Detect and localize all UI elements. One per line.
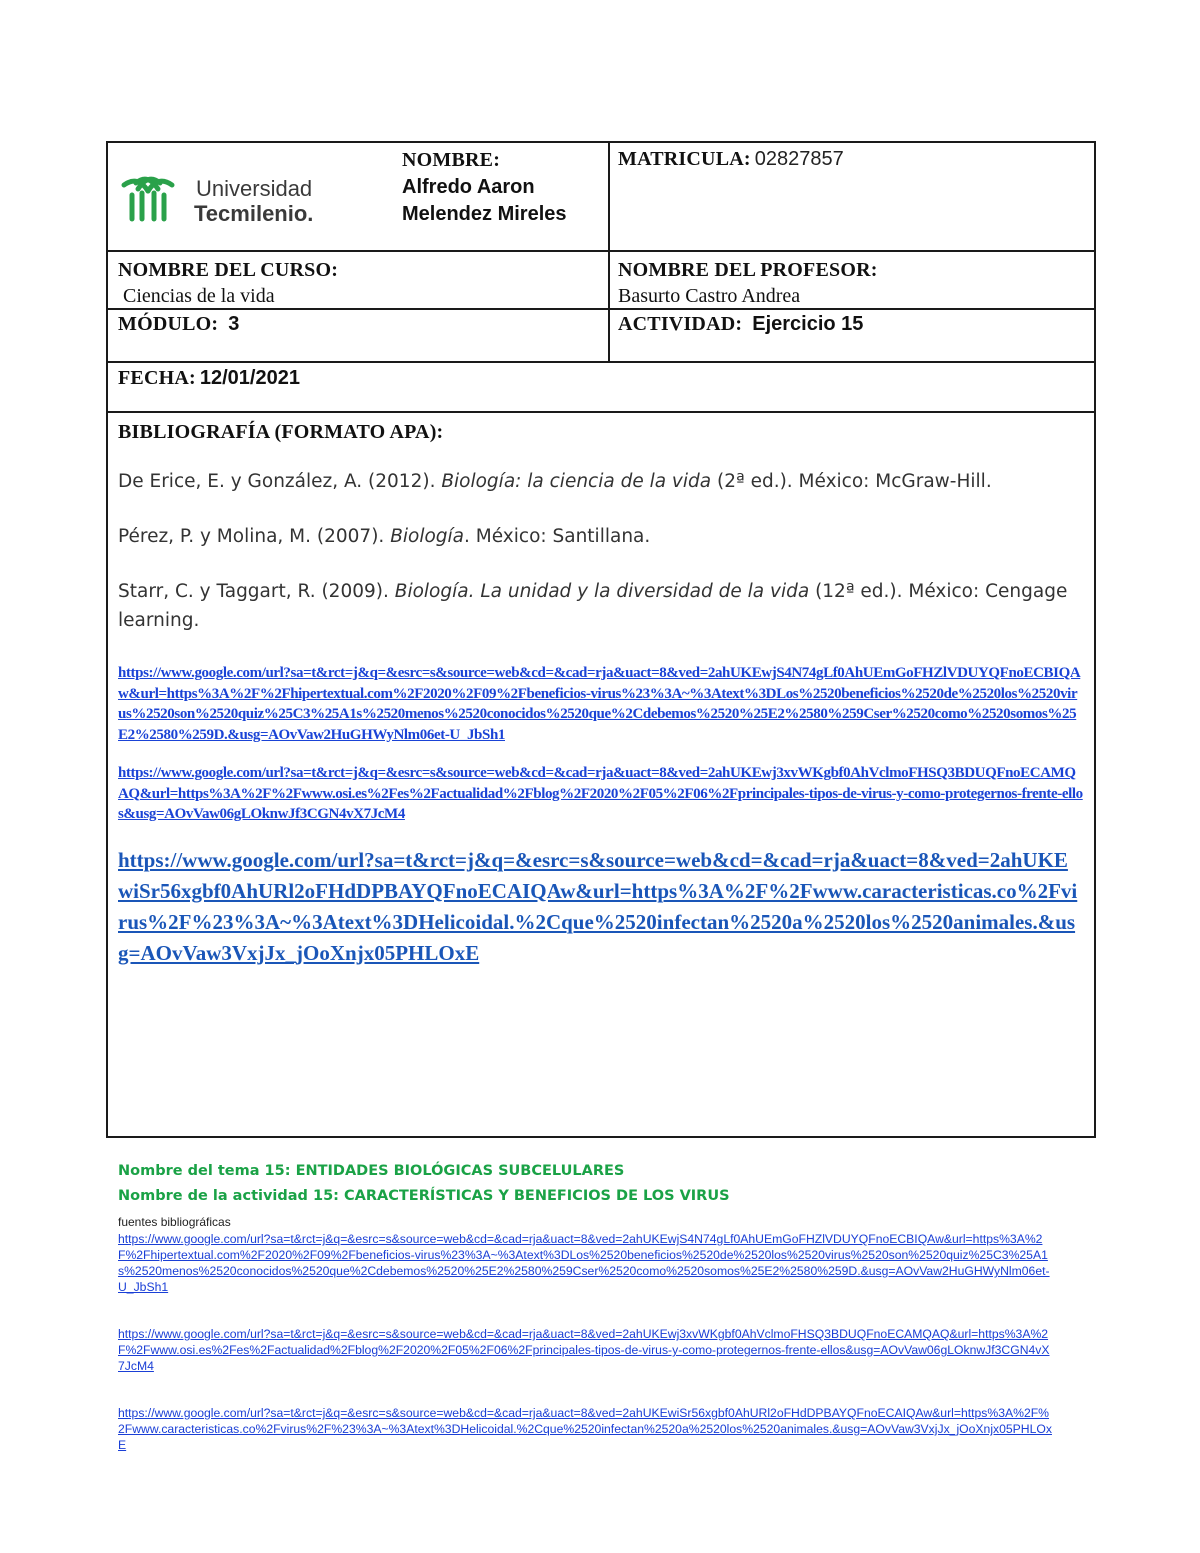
modulo-cell <box>118 311 239 339</box>
footer-link-caracteristicas[interactable]: https://www.google.com/url?sa=t&rct=j&q=&esrc=s&source=web&cd=&cad=rja&uact=8&ved=2ahUKEwiSr56xgbf0AhURl2oFHdDPBAYQFnoECAIQAw&url=https%3A%2F%2Fwww.caracteristicas.co%2Fvirus%2F%23%3A~%3Atext%3DHelicoidal.%2Cque%2520infectan%2520a%2520los%2520animales.&usg=AOvVaw3VxjJx_jOoXnjx05PHLOxE <box>118 1406 1052 1452</box>
logo-text-tecmilenio: Tecmilenio. <box>194 201 314 226</box>
modulo-value: 3 <box>228 313 240 335</box>
footer-link-osi[interactable]: https://www.google.com/url?sa=t&rct=j&q=&esrc=s&source=web&cd=&cad=rja&uact=8&ved=2ahUKEwj3xvWKgbf0AhVclmoFHSQ3BDUQFnoECAMQAQ&url=https%3A%2F%2Fwww.osi.es%2Fes%2Factualidad%2Fblog%2F2020%2F05%2F06%2Fprincipales-tipos-de-virus-y-como-protegernos-frente-ellos&usg=AOvVaw06gLOknwJf3CGN4vX7JcM4 <box>118 1327 1050 1373</box>
student-info-table <box>106 141 1096 1138</box>
row-divider <box>108 250 1094 252</box>
footer-link-hipertextual[interactable]: https://www.google.com/url?sa=t&rct=j&q=&esrc=s&source=web&cd=&cad=rja&uact=8&ved=2ahUKEwjS4N74gLf0AhUEmGoFHZlVDUYQFnoECBIQAw&url=https%3A%2F%2Fhipertextual.com%2F2020%2F09%2Fbeneficios-virus%23%3A~%3Atext%3DLos%2520beneficios%2520de%2520los%2520virus%2520son%2520quiz%25C3%25A1s%2520menos%2520conocidos%2520que%2Cdebemos%2520%25E2%2580%259Cser%2520como%2520somos%25E2%2580%259D.&usg=AOvVaw2HuGHWyNlm06et-U_JbSh1 <box>118 1232 1050 1294</box>
fecha-label: FECHA: <box>118 367 196 389</box>
header-left-cell <box>108 143 608 250</box>
matricula-label: MATRICULA: <box>618 148 751 170</box>
bibliography-link-osi[interactable]: https://www.google.com/url?sa=t&rct=j&q=&esrc=s&source=web&cd=&cad=rja&uact=8&ved=2ahUKEwj3xvWKgbf0AhVclmoFHSQ3BDUQFnoECAMQAQ&url=https%3A%2F%2Fwww.osi.es%2Fes%2Factualidad%2Fblog%2F2020%2F05%2F06%2Fprincipales-tipos-de-virus-y-como-protegernos-frente-ellos&usg=AOvVaw06gLOknwJf3CGN4vX7JcM4 <box>118 765 1083 822</box>
curso-value: Ciencias de la vida <box>123 285 275 307</box>
footer-source-block <box>118 1405 1053 1453</box>
bibliography-link-caracteristicas[interactable]: https://www.google.com/url?sa=t&rct=j&q=&esrc=s&source=web&cd=&cad=rja&uact=8&ved=2ahUKEwiSr56xgbf0AhURl2oFHdDPBAYQFnoECAIQAw&url=https%3A%2F%2Fwww.caracteristicas.co%2Fvirus%2F%23%3A~%3Atext%3DHelicoidal.%2Cque%2520infectan%2520a%2520los%2520animales.&usg=AOvVaw3VxjJx_jOoXnjx05PHLOxE <box>118 847 1078 965</box>
actividad-value: Ejercicio 15 <box>752 313 864 335</box>
profesor-cell <box>618 257 878 309</box>
bibliography-label: BIBLIOGRAFÍA (FORMATO APA): <box>118 421 444 443</box>
bibliography-ref: Pérez, P. y Molina, M. (2007). Biología. México: Santillana. <box>118 526 651 547</box>
nombre-value-line1: Alfredo Aaron <box>402 176 535 198</box>
column-divider <box>608 143 610 363</box>
actividad-cell <box>618 311 863 339</box>
footer-source-block <box>118 1231 1053 1295</box>
fecha-value: 12/01/2021 <box>199 367 300 389</box>
matricula-value: 02827857 <box>754 148 844 170</box>
tema-heading: Nombre del tema 15: ENTIDADES BIOLÓGICAS SUBCELULARES <box>118 1163 625 1179</box>
row-divider <box>108 411 1094 413</box>
modulo-label: MÓDULO: <box>118 313 219 335</box>
bibliography-link-hipertextual[interactable]: https://www.google.com/url?sa=t&rct=j&q=&esrc=s&source=web&cd=&cad=rja&uact=8&ved=2ahUKEwjS4N74gLf0AhUEmGoFHZlVDUYQFnoECBIQAw&url=https%3A%2F%2Fhipertextual.com%2F2020%2F09%2Fbeneficios-virus%23%3A~%3Atext%3DLos%2520beneficios%2520de%2520los%2520virus%2520son%2520quiz%25C3%25A1s%2520menos%2520conocidos%2520que%2Cdebemos%2520%25E2%2580%259Cser%2520como%2520somos%25E2%2580%259D.&usg=AOvVaw2HuGHWyNlm06et-U_JbSh1 <box>118 665 1081 743</box>
actividad-label: ACTIVIDAD: <box>618 313 743 335</box>
profesor-label: NOMBRE DEL PROFESOR: <box>618 259 878 281</box>
matricula-cell <box>618 147 844 173</box>
nombre-value-line2: Melendez Mireles <box>402 203 567 225</box>
fuentes-label: fuentes bibliográficas <box>118 1215 231 1229</box>
curso-cell <box>118 257 338 309</box>
bibliography-ref: De Erice, E. y González, A. (2012). Biología: la ciencia de la vida (2ª ed.). México: McGraw-Hill. <box>118 471 992 492</box>
curso-label: NOMBRE DEL CURSO: <box>118 259 339 281</box>
logo-text-universidad: Universidad <box>196 176 313 201</box>
fecha-cell <box>118 365 300 393</box>
bibliography-ref: Starr, C. y Taggart, R. (2009). Biología. La unidad y la diversidad de la vida (12ª ed.). México: Cengage learning. <box>118 581 1068 631</box>
nombre-label: NOMBRE: <box>402 149 501 171</box>
bibliography-cell <box>118 419 1083 969</box>
tecmilenio-logo <box>118 171 388 229</box>
footer-source-block <box>118 1326 1053 1374</box>
actividad-heading: Nombre de la actividad 15: CARACTERÍSTICAS Y BENEFICIOS DE LOS VIRUS <box>118 1188 730 1204</box>
profesor-value: Basurto Castro Andrea <box>618 285 801 307</box>
row-divider <box>108 361 1094 363</box>
